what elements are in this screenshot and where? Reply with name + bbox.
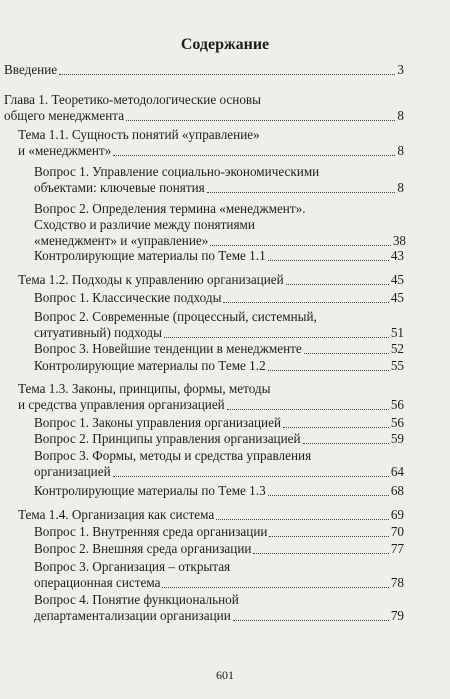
toc-entry-text: Сходство и различие между понятиями: [34, 217, 255, 232]
toc-page-number: 3: [397, 62, 404, 77]
dot-leader: [268, 369, 389, 371]
dot-leader: [283, 426, 389, 428]
toc-entry-text: Вопрос 2. Принципы управления организацией: [34, 431, 301, 446]
toc-entry-text: ситуативный) подходы: [34, 325, 162, 340]
toc-entry: [34, 541, 404, 557]
toc-page-number: 78: [390, 575, 404, 590]
dot-leader: [268, 259, 389, 261]
toc-page-number: 56: [390, 415, 404, 430]
toc-entry-text: Контролирующие материалы по Теме 1.2: [34, 358, 266, 373]
toc-entry-text: Вопрос 1. Управление социально-экономическими: [34, 164, 320, 179]
toc-page-number: 8: [397, 143, 404, 158]
toc-entry: [34, 524, 404, 540]
dot-leader: [207, 191, 396, 193]
toc-entry-text: объектами: ключевые понятия: [34, 180, 205, 195]
toc-page-number: 8: [397, 108, 404, 123]
toc-entry-text: операционная система: [34, 575, 161, 590]
toc-entry-text: Тема 1.3. Законы, принципы, формы, методы: [18, 381, 271, 396]
toc-page-number: 52: [390, 341, 404, 356]
toc-page-number: 45: [390, 290, 404, 305]
toc-page-number: 68: [390, 483, 404, 498]
toc-page-number: 77: [390, 541, 404, 556]
toc-entry-text: Контролирующие материалы по Теме 1.1: [34, 248, 266, 263]
dot-leader: [164, 336, 389, 338]
toc-entry: [18, 272, 404, 288]
dot-leader: [227, 408, 389, 410]
toc-entry: [34, 431, 404, 447]
toc-entry-text: организацией: [34, 464, 111, 479]
toc-entry: [34, 415, 404, 431]
toc-entry: [34, 608, 404, 624]
dot-leader: [59, 73, 395, 75]
dot-leader: [268, 494, 389, 496]
toc-entry-text: Вопрос 4. Понятие функциональной: [34, 592, 239, 607]
dot-leader: [303, 442, 389, 444]
dot-leader: [233, 619, 389, 621]
toc-entry: [34, 248, 404, 264]
toc-entry: [34, 483, 404, 499]
page-number: 601: [216, 668, 234, 682]
toc-entry: [34, 233, 406, 249]
toc-page-number: 59: [390, 431, 404, 446]
toc-entry: [34, 341, 404, 357]
toc-entry-text: Вопрос 1. Классические подходы: [34, 290, 222, 305]
toc-entry-text: департаментализации организации: [34, 608, 231, 623]
page-title: Содержание: [180, 36, 270, 53]
dot-leader: [269, 535, 388, 537]
toc-entry: [34, 575, 404, 591]
toc-entry-text: общего менеджмента: [4, 108, 125, 123]
toc-entry: [18, 507, 404, 523]
toc-page-number: 55: [390, 358, 404, 373]
toc-entry-text: Вопрос 2. Внешняя среда организации: [34, 541, 252, 556]
dot-leader: [304, 352, 389, 354]
toc-page-number: 69: [390, 507, 404, 522]
toc-page-number: 79: [390, 608, 404, 623]
toc-entry: [18, 397, 404, 413]
toc-entry-text: Вопрос 2. Современные (процессный, системный,: [34, 309, 317, 324]
toc-page-number: 56: [390, 397, 404, 412]
toc-entry-text: Вопрос 1. Законы управления организацией: [34, 415, 282, 430]
toc-entry-text: Вопрос 1. Внутренняя среда организации: [34, 524, 268, 539]
dot-leader: [223, 301, 388, 303]
toc-entry: [34, 290, 404, 306]
toc-entry-text: Вопрос 3. Организация – открытая: [34, 559, 231, 574]
toc-page-number: 8: [397, 180, 404, 195]
toc-entry-text: Вопрос 3. Формы, методы и средства управления: [34, 448, 312, 463]
dot-leader: [113, 154, 395, 156]
toc-entry-text: «менеджмент» и «управление»: [34, 233, 209, 248]
toc-entry: [34, 325, 404, 341]
dot-leader: [113, 475, 389, 477]
toc-page-number: 43: [390, 248, 404, 263]
toc-page-number: 38: [392, 233, 406, 248]
toc-page-number: 51: [390, 325, 404, 340]
toc-entry-text: Глава 1. Теоретико-методологические основы: [4, 92, 262, 107]
dot-leader: [162, 586, 388, 588]
toc-entry-text: Вопрос 3. Новейшие тенденции в менеджменте: [34, 341, 302, 356]
toc-entry-text: Введение: [4, 62, 58, 77]
toc-entry: [34, 180, 404, 196]
toc-entry-text: Контролирующие материалы по Теме 1.3: [34, 483, 266, 498]
toc-page-number: 45: [390, 272, 404, 287]
dot-leader: [286, 283, 389, 285]
toc-entry-text: и «менеджмент»: [18, 143, 112, 158]
toc-entry: [34, 464, 404, 480]
dot-leader: [210, 244, 390, 246]
toc-page-number: 64: [390, 464, 404, 479]
toc-entry-text: Тема 1.4. Организация как система: [18, 507, 215, 522]
dot-leader: [126, 119, 395, 121]
toc-entry: [18, 143, 404, 159]
dot-leader: [216, 518, 389, 520]
toc-entry: [4, 62, 404, 78]
toc-entry-text: Тема 1.1. Сущность понятий «управление»: [18, 127, 260, 142]
toc-entry: [34, 358, 404, 374]
toc-entry-text: Вопрос 2. Определения термина «менеджмент».: [34, 201, 306, 216]
toc-entry: [4, 108, 404, 124]
toc-entry-text: и средства управления организацией: [18, 397, 225, 412]
dot-leader: [253, 552, 388, 554]
toc-entry-text: Тема 1.2. Подходы к управлению организацией: [18, 272, 284, 287]
toc-page-number: 70: [390, 524, 404, 539]
